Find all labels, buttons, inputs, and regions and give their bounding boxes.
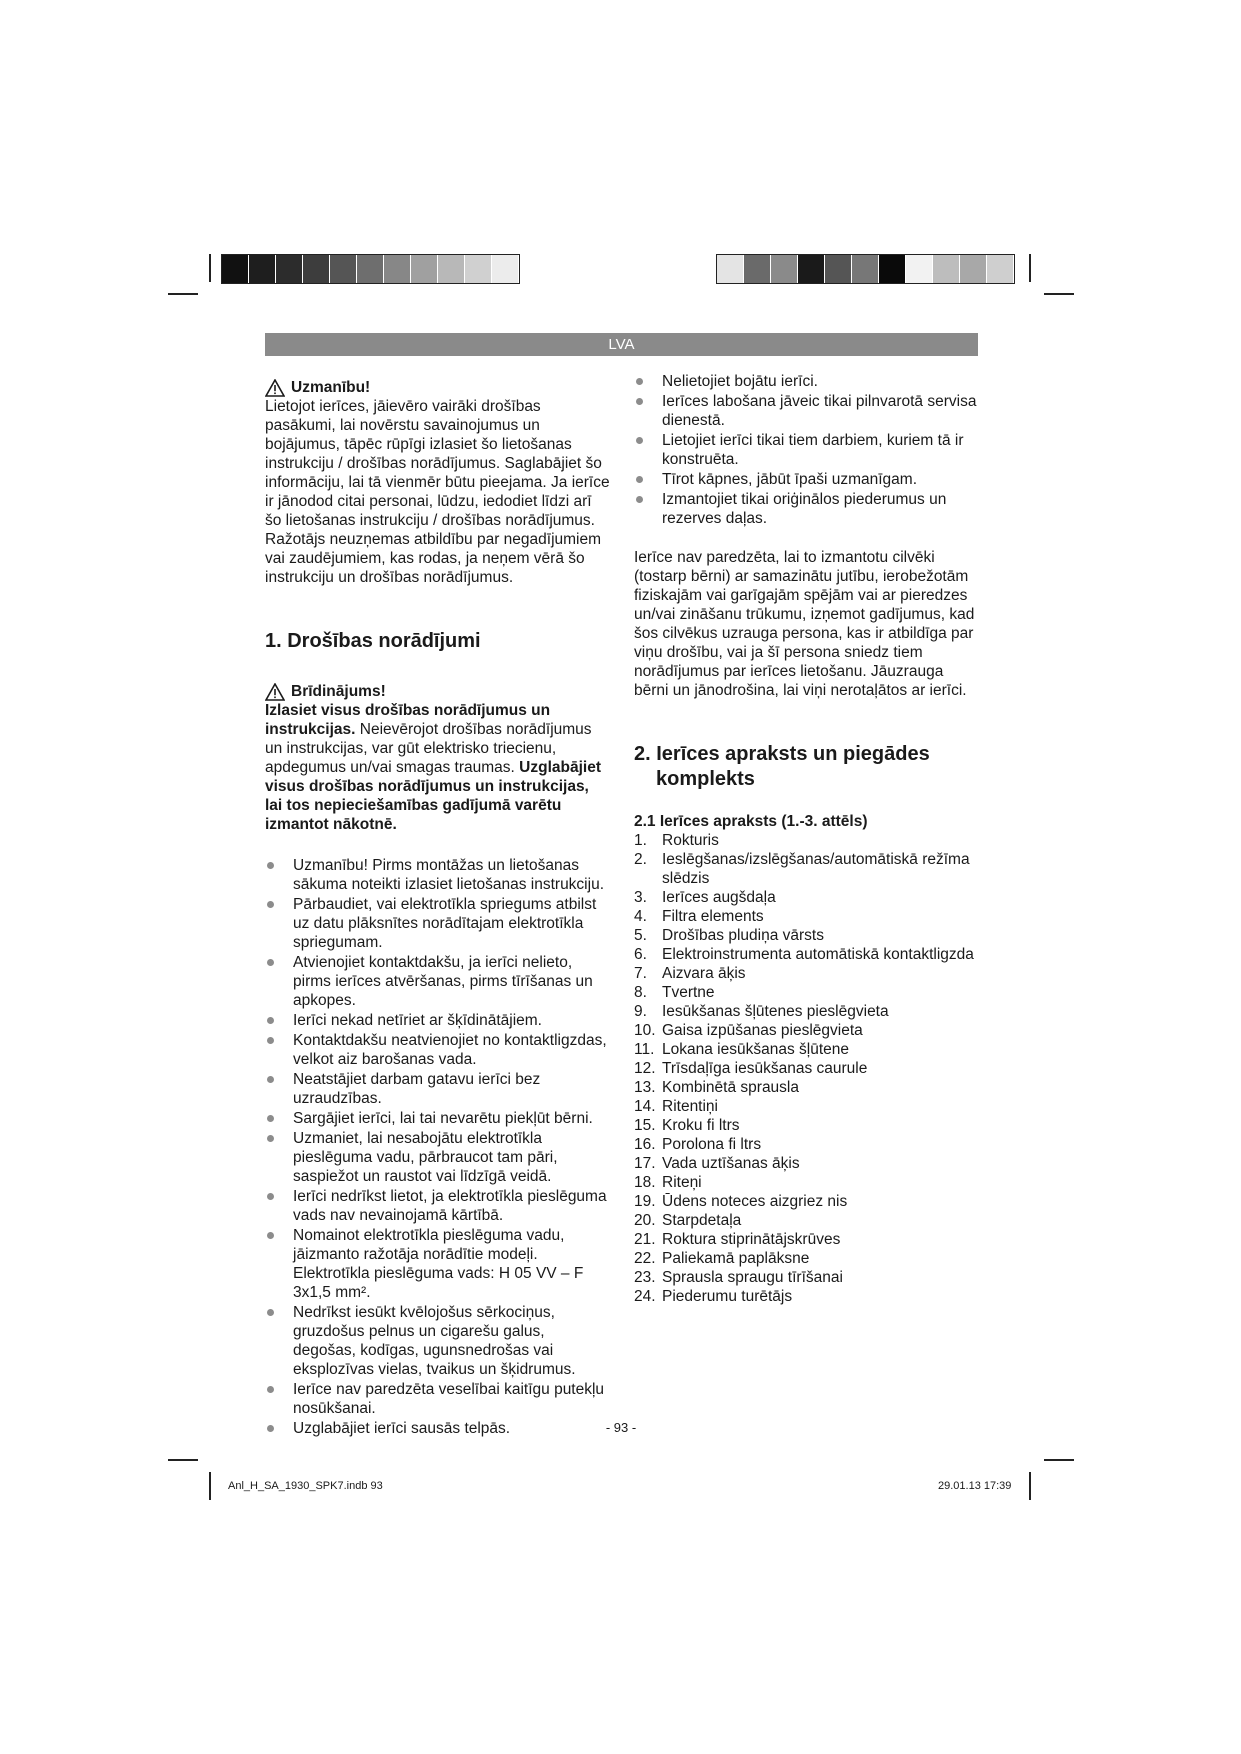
color-patch <box>411 255 438 283</box>
crop-mark <box>1029 1472 1031 1500</box>
warning-triangle-icon <box>265 683 285 701</box>
parts-list-item: 15. Kroku fi ltrs <box>634 1117 740 1134</box>
bullet-item: Sargājiet ierīci, lai tai nevarētu piekļūt bērni. <box>265 1109 610 1128</box>
bullet-item: Ierīci nekad netīriet ar šķīdinātājiem. <box>265 1011 610 1030</box>
bullet-item: Uzmaniet, lai nesabojātu elektrotīkla pieslēguma vadu, pārbraucot tam pāri, saspiežot un raustot vai līdzīgā veidā. <box>265 1129 610 1186</box>
safety-bullet-list-continued <box>634 372 979 528</box>
bullet-item: Neatstājiet darbam gatavu ierīci bez uzraudzības. <box>265 1070 610 1108</box>
parts-list-item: 13. Kombinētā sprausla <box>634 1079 799 1096</box>
parts-list-item: 3. Ierīces augšdaļa <box>634 889 776 906</box>
bullet-dot-icon <box>267 1232 274 1239</box>
page-number: - 93 - <box>605 1420 637 1435</box>
color-patch <box>825 255 852 283</box>
crop-mark <box>209 1472 211 1500</box>
parts-list-item: 1. Rokturis <box>634 832 719 849</box>
bullet-item: Ierīces labošana jāveic tikai pilnvarotā servisa dienestā. <box>634 392 979 430</box>
parts-list-item: 20. Starpdetaļa <box>634 1212 742 1229</box>
attention-text: Lietojot ierīces, jāievēro vairāki drošības pasākumi, lai novērstu savainojumus un bojājumus, tāpēc rūpīgi izlasiet šo lietošanas instrukciju / drošības norādījumus. Saglabājiet šo informāciju, lai tā vienmēr būtu pieejama. Ja ierīce ir jānodod citai personai, lūdzu, iedodiet līdzi arī šo lietošanas instrukciju / drošības norādījumus. Ražotājs neuzņemas atbildību par negadījumiem vai zaudējumiem, kas rodas, ja neņem vērā šo instrukciju un drošības norādījumus. <box>265 398 610 586</box>
bullet-item: Ierīci nedrīkst lietot, ja elektrotīkla pieslēguma vads nav nevainojamā kārtībā. <box>265 1187 610 1225</box>
bullet-dot-icon <box>267 1076 274 1083</box>
color-patch <box>492 255 519 283</box>
bullet-dot-icon <box>267 1309 274 1316</box>
parts-list-item: 2. Ieslēgšanas/izslēgšanas/automātiskā režīma slēdzis <box>634 851 970 887</box>
crop-mark <box>1044 1459 1074 1461</box>
color-patch <box>465 255 492 283</box>
color-patch <box>987 255 1014 283</box>
subsection-2-1-title: 2.1 Ierīces apraksts (1.-3. attēls) <box>634 813 868 830</box>
parts-list-item: 6. Elektroinstrumenta automātiskā kontaktligzda <box>634 946 974 963</box>
footer-datetime: 29.01.13 17:39 <box>938 1480 1012 1492</box>
parts-list-item: 12. Trīsdaļīga iesūkšanas caurule <box>634 1060 868 1077</box>
color-patch <box>879 255 906 283</box>
bullet-item: Nomainot elektrotīkla pieslēguma vadu, jāizmanto ražotāja norādītie modeļi. Elektrotīkla pieslēguma vads: H 05 VV – F 3x1,5 mm². <box>265 1226 610 1302</box>
bullet-item: Izmantojiet tikai oriģinālos piederumus un rezerves daļas. <box>634 490 979 528</box>
warning-heading: Brīdinājums! <box>265 682 610 701</box>
bullet-dot-icon <box>636 378 643 385</box>
parts-list-item: 22. Paliekamā paplāksne <box>634 1250 810 1267</box>
parts-list-item: 24. Piederumu turētājs <box>634 1288 793 1305</box>
safety-bullet-list <box>265 856 610 1438</box>
warning-text: Izlasiet visus drošības norādījumus un instrukcijas. Neievērojot drošības norādījumus un instrukcijas, var gūt elektrisko triecienu, apdegumus un/vai smagas traumas. Uzglabājiet visus drošības norādījumus un instrukcijas, lai tos nepieciešamības gadījumā varētu izmantot nākotnē. <box>265 702 601 833</box>
parts-list-item: 21. Roktura stiprinātājskrūves <box>634 1231 841 1248</box>
bullet-dot-icon <box>267 1115 274 1122</box>
parts-list-item: 8. Tvertne <box>634 984 715 1001</box>
bullet-item: Lietojiet ierīci tikai tiem darbiem, kuriem tā ir konstruēta. <box>634 431 979 469</box>
bullet-dot-icon <box>267 1193 274 1200</box>
crop-mark <box>168 1459 198 1461</box>
color-patch <box>906 255 933 283</box>
parts-list-item: 4. Filtra elements <box>634 908 764 925</box>
color-patch <box>933 255 960 283</box>
parts-list-item: 16. Porolona fi ltrs <box>634 1136 762 1153</box>
color-patch <box>303 255 330 283</box>
color-bar-right <box>716 254 1015 284</box>
parts-list-item: 10. Gaisa izpūšanas pieslēgvieta <box>634 1022 863 1039</box>
right-column <box>634 372 979 1306</box>
bullet-dot-icon <box>636 476 643 483</box>
color-bar-left <box>221 254 520 284</box>
parts-list-item: 9. Iesūkšanas šļūtenes pieslēgvieta <box>634 1003 889 1020</box>
bullet-item: Tīrot kāpnes, jābūt īpaši uzmanīgam. <box>634 470 979 489</box>
color-patch <box>960 255 987 283</box>
color-patch <box>330 255 357 283</box>
bullet-dot-icon <box>636 496 643 503</box>
parts-list-item: 23. Sprausla spraugu tīrīšanai <box>634 1269 843 1286</box>
bullet-item: Atvienojiet kontaktdakšu, ja ierīci nelieto, pirms ierīces atvēršanas, pirms tīrīšanas un apkopes. <box>265 953 610 1010</box>
color-patch <box>438 255 465 283</box>
color-patch <box>744 255 771 283</box>
color-patch <box>222 255 249 283</box>
bullet-item: Uzglabājiet ierīci sausās telpās. <box>265 1419 610 1438</box>
bullet-dot-icon <box>267 1037 274 1044</box>
section-2-title: 2. Ierīces apraksts un piegādes komplekts <box>634 743 930 790</box>
bullet-dot-icon <box>267 901 274 908</box>
bullet-item: Ierīce nav paredzēta veselībai kaitīgu putekļu nosūkšanai. <box>265 1380 610 1418</box>
warning-triangle-icon <box>265 379 285 397</box>
parts-list-item: 14. Ritentiņi <box>634 1098 718 1115</box>
parts-list-item: 17. Vada uztīšanas āķis <box>634 1155 800 1172</box>
color-patch <box>852 255 879 283</box>
crop-mark <box>1029 254 1031 282</box>
attention-heading: Uzmanību! <box>265 378 610 397</box>
color-patch <box>771 255 798 283</box>
parts-list-item: 7. Aizvara āķis <box>634 965 746 982</box>
parts-list-item: 19. Ūdens noteces aizgriez nis <box>634 1193 848 1210</box>
language-header: LVA <box>265 333 978 356</box>
section-1-title: 1. Drošības norādījumi <box>265 630 481 652</box>
bullet-item: Pārbaudiet, vai elektrotīkla spriegums atbilst uz datu plāksnītes norādītajam elektrotīkla spriegumam. <box>265 895 610 952</box>
bullet-dot-icon <box>636 398 643 405</box>
bullet-item: Kontaktdakšu neatvienojiet no kontaktligzdas, velkot aiz barošanas vada. <box>265 1031 610 1069</box>
left-column <box>265 378 610 1439</box>
bullet-dot-icon <box>636 437 643 444</box>
parts-list-item: 5. Drošības pludiņa vārsts <box>634 927 824 944</box>
parts-list <box>634 831 979 1306</box>
bullet-dot-icon <box>267 862 274 869</box>
crop-mark <box>1044 293 1074 295</box>
usage-restriction-paragraph: Ierīce nav paredzēta, lai to izmantotu cilvēki (tostarp bērni) ar samazinātu jutību, ierobežotām fiziskajām vai garīgajām spējām vai ar pieredzes un/vai zināšanu trūkumu, izņemot gadījumus, kad šos cilvēkus uzrauga persona, kas ir atbildīga par viņu drošību, vai ja šī persona sniedz tiem norādījumus par ierīces lietošanu. Jāuzrauga bērni un jānodrošina, lai viņi nerotaļātos ar ierīci. <box>634 549 975 699</box>
bullet-dot-icon <box>267 1425 274 1432</box>
bullet-dot-icon <box>267 1386 274 1393</box>
crop-mark <box>168 293 198 295</box>
color-patch <box>249 255 276 283</box>
bullet-item: Nedrīkst iesūkt kvēlojošus sērkociņus, gruzdošus pelnus un cigarešu galus, degošas, kodīgas, ugunsnedrošas vai eksplozīvas vielas, tvaikus un šķidrumus. <box>265 1303 610 1379</box>
color-patch <box>384 255 411 283</box>
bullet-dot-icon <box>267 1135 274 1142</box>
crop-mark <box>209 254 211 282</box>
color-patch <box>798 255 825 283</box>
color-patch <box>357 255 384 283</box>
color-patch <box>717 255 744 283</box>
parts-list-item: 11. Lokana iesūkšanas šļūtene <box>634 1041 849 1058</box>
parts-list-item: 18. Riteņi <box>634 1174 702 1191</box>
bullet-dot-icon <box>267 1017 274 1024</box>
bullet-item: Nelietojiet bojātu ierīci. <box>634 372 979 391</box>
bullet-dot-icon <box>267 959 274 966</box>
footer-file: Anl_H_SA_1930_SPK7.indb 93 <box>228 1480 383 1492</box>
bullet-item: Uzmanību! Pirms montāžas un lietošanas sākuma noteikti izlasiet lietošanas instrukciju. <box>265 856 610 894</box>
color-patch <box>276 255 303 283</box>
